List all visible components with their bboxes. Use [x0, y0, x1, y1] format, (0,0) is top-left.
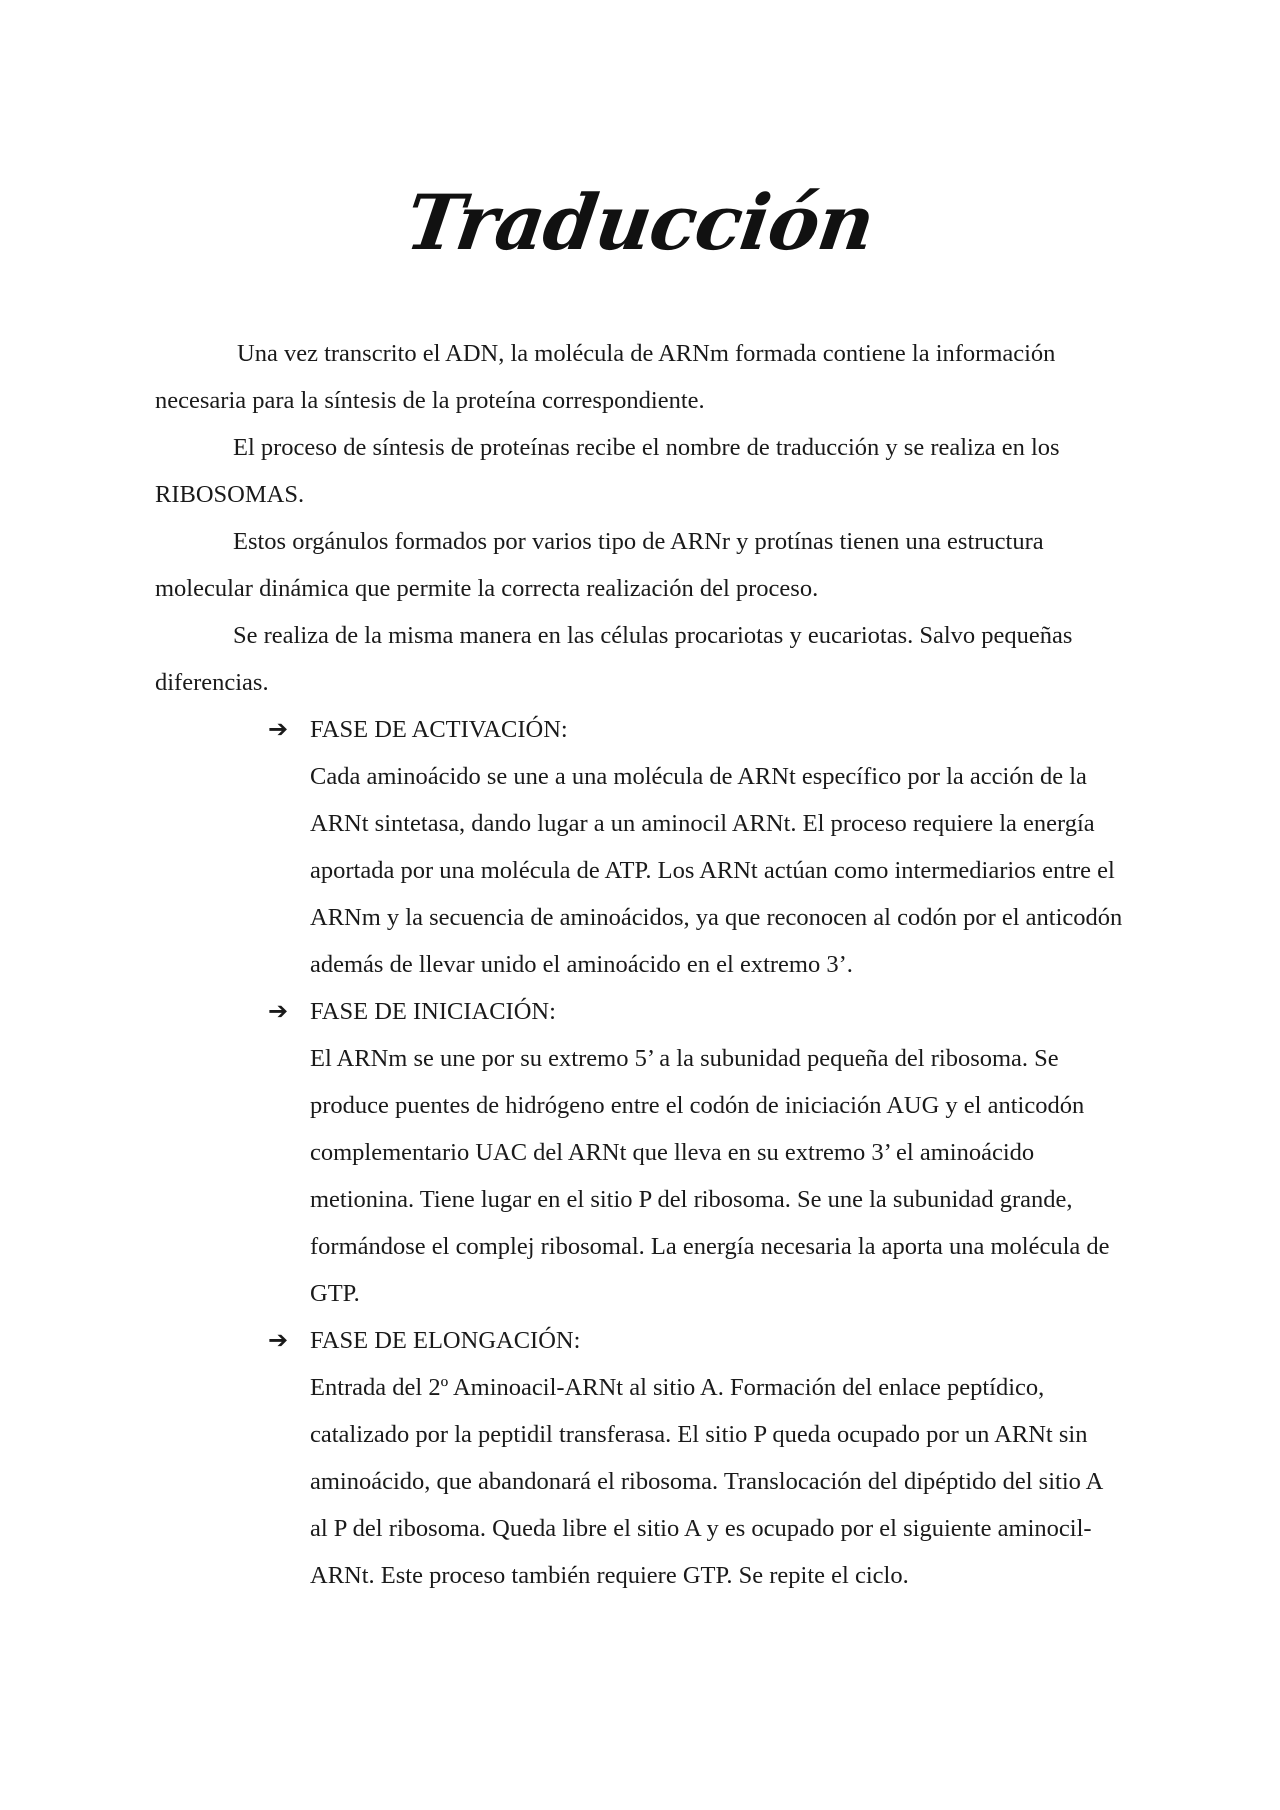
arrow-right-icon: ➔ — [268, 1326, 289, 1354]
arrow-right-icon: ➔ — [268, 715, 289, 743]
phase-heading-label: FASE DE ACTIVACIÓN: — [310, 716, 568, 743]
phase-description: Entrada del 2º Aminoacil-ARNt al sitio A. Formación del enlace peptídico, catalizado por la peptidil transferasa. El sitio P queda ocupado por un ARNt sin aminoácido, que abandonará el ribosoma. Translocación del dipéptido del sitio A al P del ribosoma. Queda libre el sitio A y es ocupado por el siguiente aminocil-ARNt. Este proceso también requiere GTP. Se repite el ciclo. — [310, 1374, 1103, 1589]
phase-description: Cada aminoácido se une a una molécula de ARNt específico por la acción de la ARNt sintetasa, dando lugar a un aminocil ARNt. El proceso requiere la energía aportada por una molécula de ATP. Los ARNt actúan como intermediarios entre el ARNm y la secuencia de aminoácidos, ya que reconocen al codón por el anticodón además de llevar unido el aminoácido en el extremo 3’. — [310, 763, 1123, 978]
phase-heading — [268, 1317, 1125, 1364]
phase-description: El ARNm se une por su extremo 5’ a la subunidad pequeña del ribosoma. Se produce puentes de hidrógeno entre el codón de iniciación AUG y el anticodón complementario UAC del ARNt que lleva en su extremo 3’ el aminoácido metionina. Tiene lugar en el sitio P del ribosoma. Se une la subunidad grande, formándose el complej ribosomal. La energía necesaria la aporta una molécula de GTP. — [310, 1045, 1110, 1307]
phase-activation — [155, 706, 1125, 988]
phase-initiation — [155, 988, 1125, 1317]
page-title: Traducción — [400, 178, 880, 267]
arrow-right-icon: ➔ — [268, 997, 289, 1025]
phase-heading-label: FASE DE INICIACIÓN: — [310, 998, 556, 1025]
document-body — [155, 330, 1125, 1599]
paragraph-process: El proceso de síntesis de proteínas recibe el nombre de traducción y se realiza en los RIBOSOMAS. — [155, 434, 1060, 508]
paragraph-cell-types: Se realiza de la misma manera en las células procariotas y eucariotas. Salvo pequeñas diferencias. — [155, 622, 1073, 696]
paragraph-intro: Una vez transcrito el ADN, la molécula de ARNm formada contiene la información necesaria para la síntesis de la proteína correspondiente. — [155, 340, 1056, 414]
paragraph-organelles: Estos orgánulos formados por varios tipo de ARNr y protínas tienen una estructura molecular dinámica que permite la correcta realización del proceso. — [155, 528, 1044, 602]
phase-heading-label: FASE DE ELONGACIÓN: — [310, 1327, 581, 1354]
phase-heading — [268, 988, 1125, 1035]
phase-heading — [268, 706, 1125, 753]
phase-elongation — [155, 1317, 1125, 1599]
